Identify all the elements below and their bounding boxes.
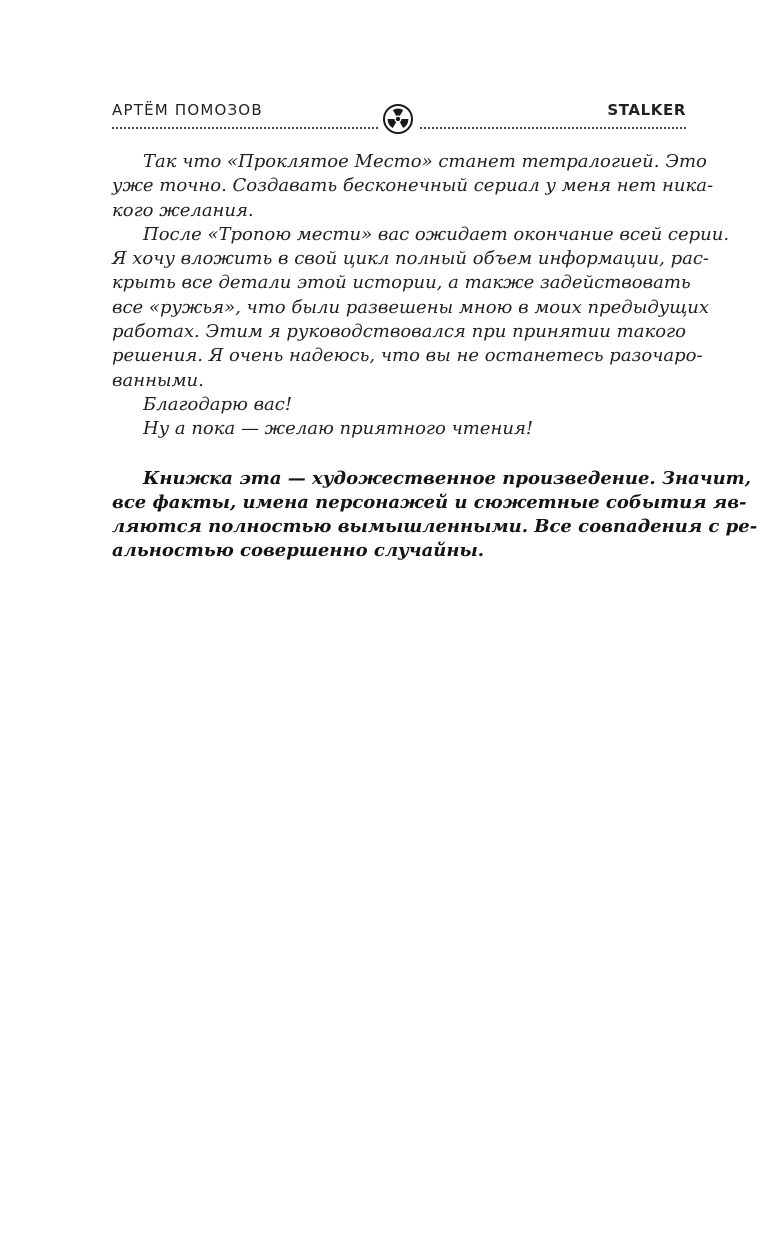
running-header <box>112 101 686 137</box>
radiation-icon <box>383 104 413 134</box>
text-line: ляются полностью вымышленными. Все совпадения с ре- <box>112 516 758 538</box>
text-line: решения. Я очень надеюсь, что вы не останетесь разочаро- <box>112 345 703 367</box>
text-line: Так что «Проклятое Место» станет тетралогией. Это <box>143 151 707 172</box>
paragraph-3 <box>112 393 686 417</box>
text-line: альностью совершенно случайны. <box>112 540 485 562</box>
text-line: все факты, имена персонажей и сюжетные события яв- <box>112 491 747 513</box>
header-dotted-rule-left <box>112 127 378 129</box>
header-dotted-rule-right <box>420 127 686 129</box>
text-line: все «ружья», что были развешены мною в моих предыдущих <box>112 296 709 318</box>
paragraph-2 <box>112 223 730 393</box>
text-line: крыть все детали этой истории, а также задействовать <box>112 272 691 294</box>
header-series: STALKER <box>607 101 686 119</box>
text-line: Книжка эта — художественное произведение. Значит, <box>143 467 751 489</box>
section-gap <box>112 442 686 467</box>
disclaimer-paragraph <box>112 467 758 564</box>
text-line: кого желания. <box>112 199 254 221</box>
text-line: Благодарю вас! <box>143 393 293 415</box>
paragraph-4 <box>112 417 686 441</box>
text-line: Я хочу вложить в свой цикл полный объем информации, рас- <box>112 248 710 270</box>
header-author: АРТЁМ ПОМОЗОВ <box>112 101 263 119</box>
text-line: работах. Этим я руководствовался при принятии такого <box>112 321 686 343</box>
body-text <box>112 150 758 564</box>
text-line: уже точно. Создавать бесконечный сериал у меня нет ника- <box>112 175 714 197</box>
paragraph-1 <box>112 150 714 223</box>
text-line: После «Тропою мести» вас ожидает окончание всей серии. <box>143 223 730 245</box>
text-line: Ну а пока — желаю приятного чтения! <box>143 418 534 440</box>
text-line: ванными. <box>112 369 204 391</box>
